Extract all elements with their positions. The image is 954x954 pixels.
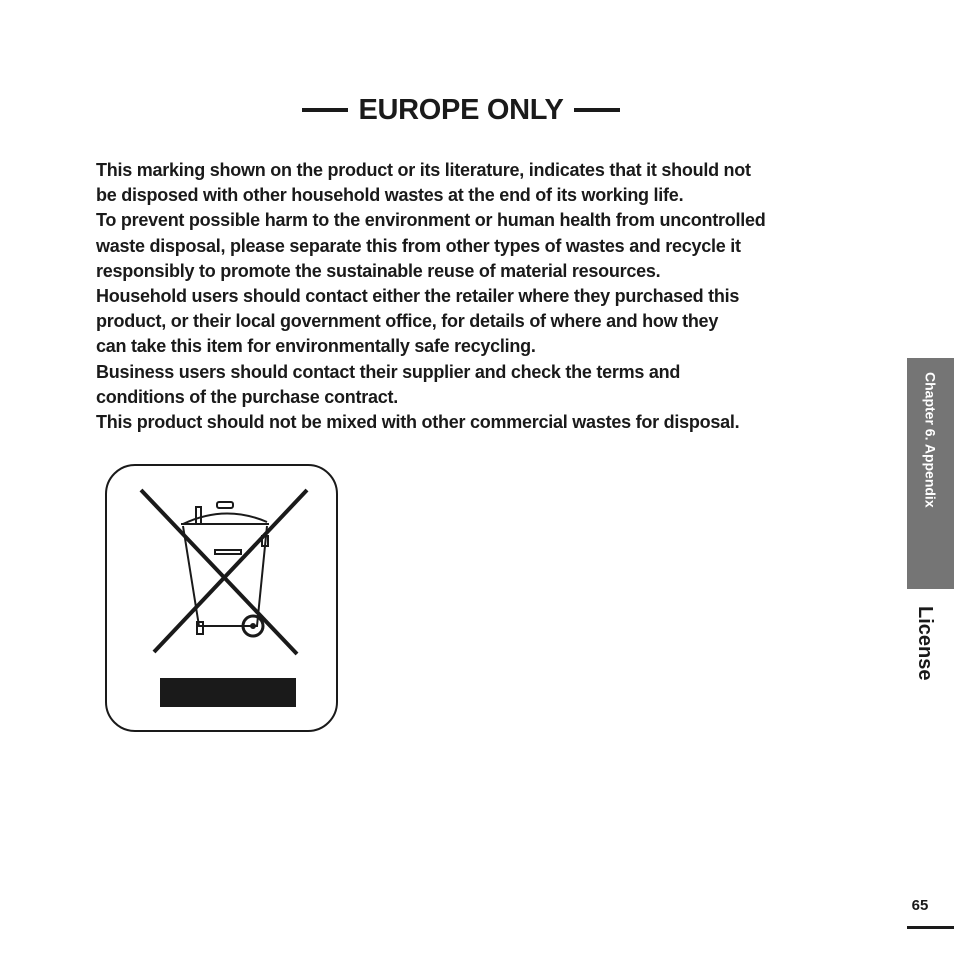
page-number-rule	[907, 926, 954, 929]
page-title: EUROPE ONLY	[358, 93, 564, 126]
notice-line: This product should not be mixed with other commercial wastes for disposal.	[96, 412, 740, 433]
title-rule-left	[302, 108, 348, 112]
notice-line: responsibly to promote the sustainable reuse of material resources.	[96, 260, 661, 281]
page-number: 65	[911, 897, 929, 914]
notice-line: To prevent possible harm to the environment or human health from uncontrolled	[96, 210, 766, 231]
crossed-out-wheeled-bin-icon	[107, 466, 340, 734]
notice-line: can take this item for environmentally safe recycling.	[96, 336, 536, 357]
notice-line: be disposed with other household wastes at the end of its working life.	[96, 185, 684, 206]
notice-line: conditions of the purchase contract.	[96, 386, 399, 407]
disposal-notice	[96, 158, 866, 435]
notice-line: waste disposal, please separate this from other types of wastes and recycle it	[96, 235, 741, 256]
notice-line: product, or their local government office, for details of where and how they	[96, 311, 719, 332]
chapter-tab	[907, 358, 954, 589]
title-rule-right	[574, 108, 620, 112]
notice-line: Household users should contact either the retailer where they purchased this	[96, 286, 740, 307]
page-header	[0, 88, 922, 132]
notice-line: This marking shown on the product or its literature, indicates that it should not	[96, 160, 751, 180]
notice-line: Business users should contact their supplier and check the terms and	[96, 361, 681, 382]
section-label: License	[914, 606, 936, 681]
weee-symbol-box	[105, 464, 338, 732]
chapter-label: Chapter 6. Appendix	[922, 372, 939, 508]
